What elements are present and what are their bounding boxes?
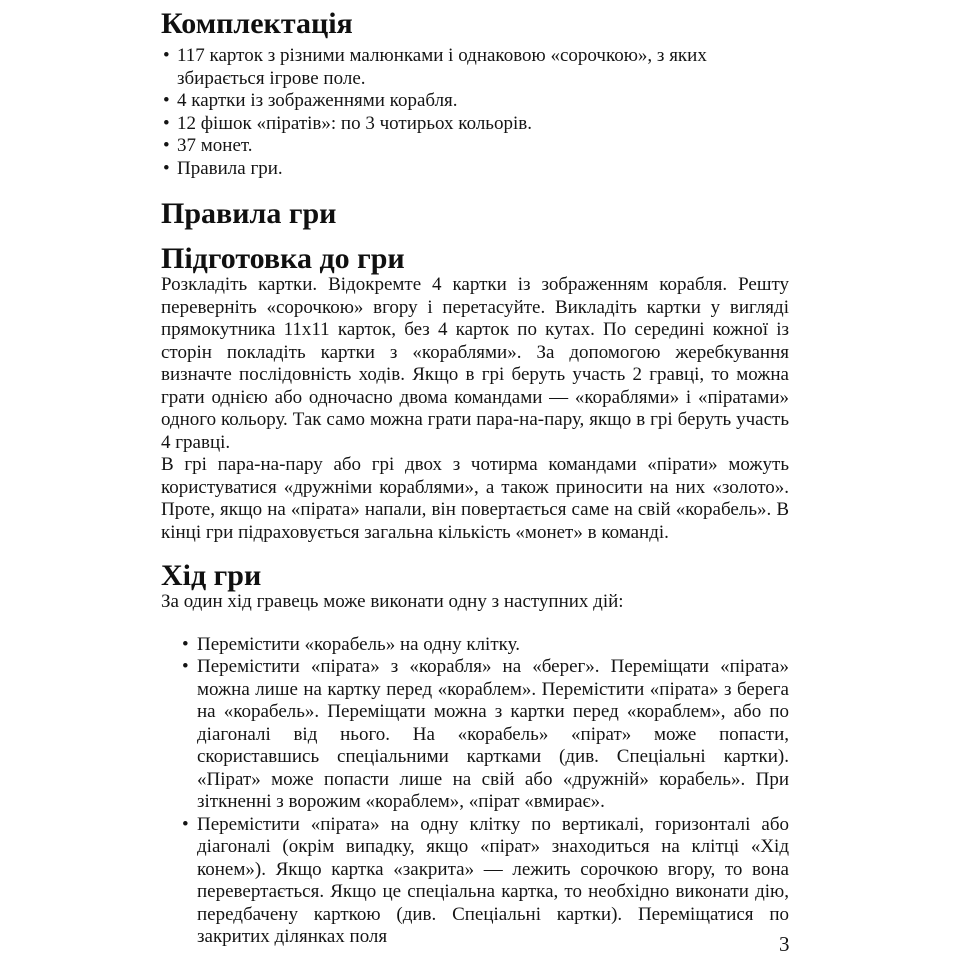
list-item: • 37 монет. [161, 135, 789, 158]
list-item: • 117 карток з різними малюнками і однаковою «сорочкою», з яких збирається ігрове поле. [161, 45, 789, 90]
page-number: 3 [779, 932, 790, 956]
section-title-setup: Підготовка до гри [161, 242, 405, 275]
list-item: • Перемістити «пірата» з «корабля» на «берег». Переміщати «пірата» можна лише на картку перед «кораблем». Перемістити «пірата» з берега на «корабель». Переміщати можна з картки перед «кораблем», або по діагоналі від нього. На «корабель» «пірат» може попасти, скориставшись спеціальними картками (див. Спеціальні картки). «Пірат» може попасти лише на свій або «дружній» корабель». При зіткненні з ворожим «кораблем», «пірат «вмирає». [161, 656, 789, 814]
actions-list [161, 634, 789, 949]
section-title-rules: Правила гри [161, 197, 337, 230]
list-item: • 4 картки із зображеннями корабля. [161, 90, 789, 113]
setup-paragraph-2: В грі пара-на-пару або грі двох з чотирма командами «пірати» можуть користуватися «дружніми кораблями», а також приносити на них «золото». Проте, якщо на «пірата» напали, він повертається саме на свій «корабель». В кінці гри підраховується загальна кількість «монет» в команді. [161, 454, 789, 543]
section-title-turn: Хід гри [161, 559, 262, 592]
list-item: • Перемістити «корабель» на одну клітку. [161, 634, 789, 657]
setup-paragraph-1: Розкладіть картки. Відокремте 4 картки із зображенням корабля. Решту переверніть «сорочкою» вгору і перетасуйте. Викладіть картки у вигляді прямокутника 11х11 карток, без 4 карток по кутах. По середині кожної із сторін покладіть картки з «кораблями». За допомогою жеребкування визначте послідовність ходів. Якщо в грі беруть участь 2 гравці, то можна грати однією або одночасно двома командами — «кораблями» і «піратами» одного кольору. Так само можна грати пара-на-пару, якщо в грі беруть участь 4 гравці. [161, 274, 789, 453]
section-title-components: Комплектація [161, 7, 353, 40]
list-item: • Перемістити «пірата» на одну клітку по вертикалі, горизонталі або діагоналі (окрім випадку, якщо «пірат» знаходиться на клітці «Хід конем»). Якщо картка «закрита» — лежить сорочкою вгору, то вона перевертається. Якщо це спеціальна картка, то необхідно виконати дію, передбачену карткою (див. Спеціальні картки). Переміщатися по закритих ділянках поля [161, 814, 789, 949]
page-content [161, 8, 789, 949]
list-item: • Правила гри. [161, 158, 789, 181]
components-list [161, 45, 789, 180]
turn-intro-line: За один хід гравець може виконати одну з наступних дій: [161, 591, 624, 612]
list-item: • 12 фішок «піратів»: по 3 чотирьох кольорів. [161, 113, 789, 136]
